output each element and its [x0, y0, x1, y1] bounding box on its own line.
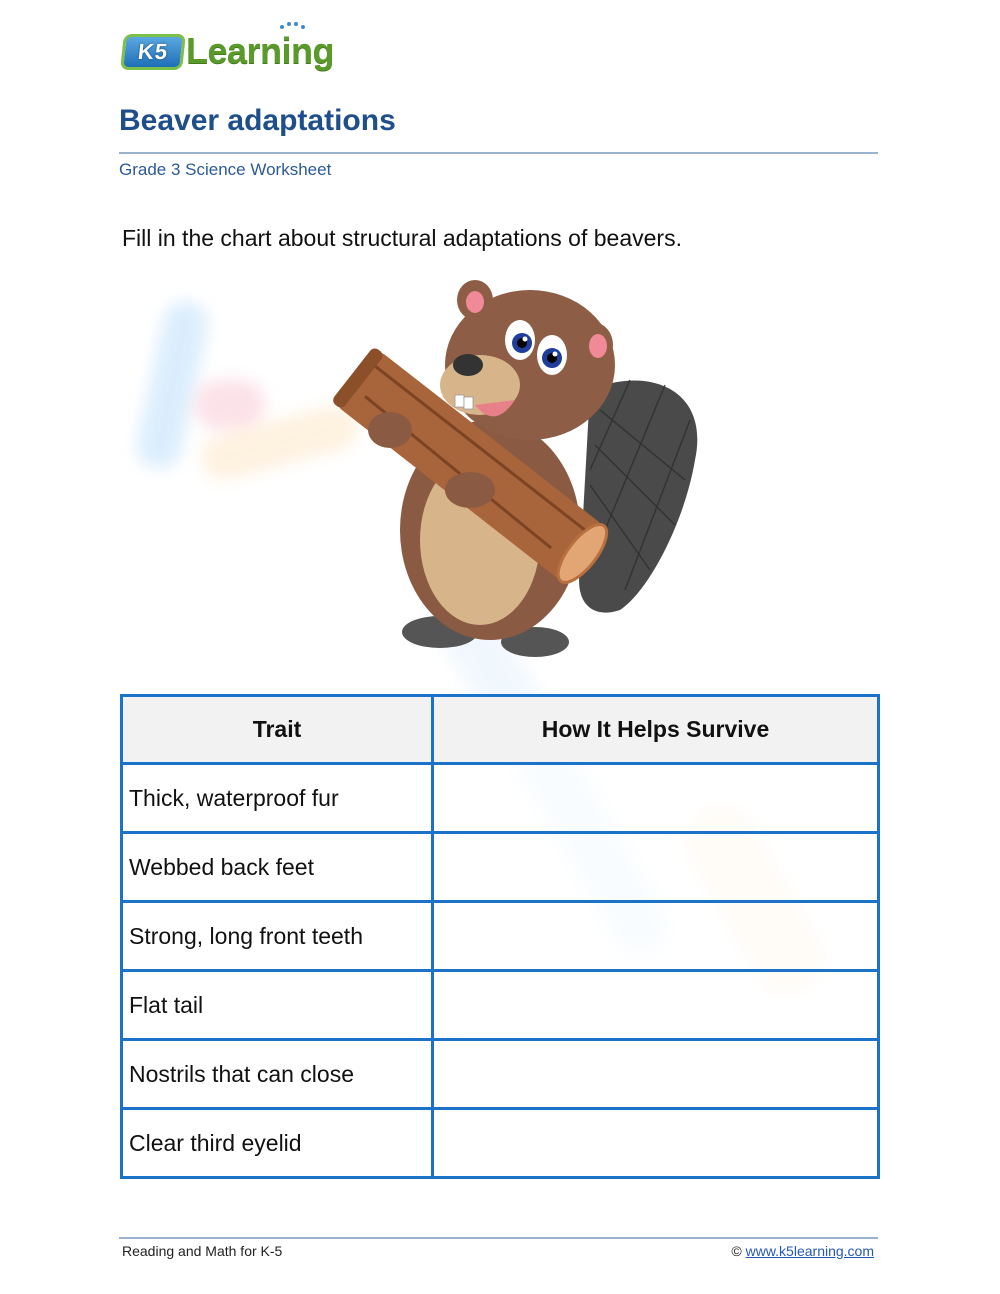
beaver-illustration — [290, 270, 710, 660]
table-row — [122, 764, 879, 833]
answer-cell[interactable] — [433, 833, 879, 902]
answer-cell[interactable] — [433, 1040, 879, 1109]
trait-cell: Flat tail — [122, 971, 433, 1040]
page-subtitle: Grade 3 Science Worksheet — [119, 160, 332, 179]
trait-cell: Clear third eyelid — [122, 1109, 433, 1178]
instructions: Fill in the chart about structural adaptations of beavers. — [122, 225, 682, 251]
trait-cell: Thick, waterproof fur — [122, 764, 433, 833]
answer-cell[interactable] — [433, 971, 879, 1040]
k5-badge: K5 — [120, 34, 186, 70]
answer-cell[interactable] — [433, 1109, 879, 1178]
answer-cell[interactable] — [433, 902, 879, 971]
footer-tagline: Reading and Math for K-5 — [122, 1243, 283, 1259]
table-header-row — [122, 696, 879, 764]
column-header-how-it-helps: How It Helps Survive — [433, 696, 879, 764]
answer-cell[interactable] — [433, 764, 879, 833]
k5-learning-logo — [122, 22, 335, 74]
trait-cell: Strong, long front teeth — [122, 902, 433, 971]
logo-dots-icon — [280, 22, 310, 32]
footer-divider — [119, 1237, 878, 1239]
trait-cell: Webbed back feet — [122, 833, 433, 902]
footer-copyright — [731, 1243, 874, 1259]
page-title: Beaver adaptations — [119, 104, 396, 137]
title-divider — [119, 152, 878, 154]
table-row — [122, 971, 879, 1040]
table-row — [122, 1109, 879, 1178]
table-row — [122, 1040, 879, 1109]
column-header-trait: Trait — [122, 696, 433, 764]
watermark — [133, 297, 212, 473]
table-row — [122, 833, 879, 902]
table-row — [122, 902, 879, 971]
adaptations-chart — [120, 694, 880, 1179]
logo-wordmark: Learning — [186, 30, 335, 71]
trait-cell: Nostrils that can close — [122, 1040, 433, 1109]
k5learning-link[interactable]: www.k5learning.com — [745, 1243, 874, 1259]
watermark — [195, 380, 265, 430]
copyright-icon: © — [731, 1243, 742, 1259]
